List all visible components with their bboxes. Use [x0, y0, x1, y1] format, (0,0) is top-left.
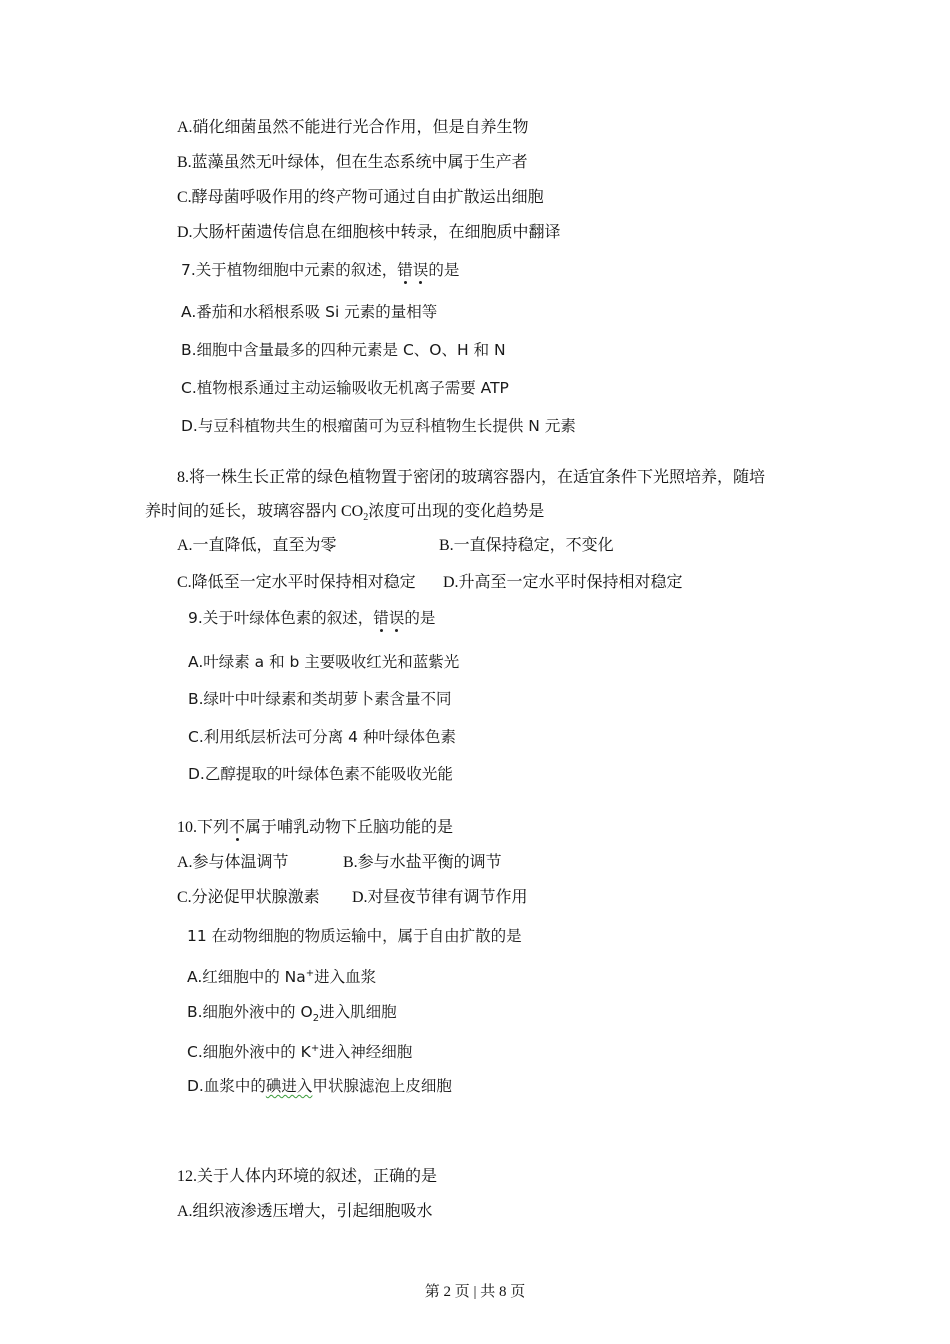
q7-stem: 7.关于植物细胞中元素的叙述，错误的是 — [181, 261, 460, 279]
q9-option-b: B.绿叶中叶绿素和类胡萝卜素含量不同 — [188, 690, 452, 708]
q12-stem: 12.关于人体内环境的叙述，正确的是 — [177, 1168, 438, 1185]
q8-option-a: A.一直降低，直至为零 — [177, 537, 337, 554]
q8-option-b: B.一直保持稳定，不变化 — [439, 537, 614, 554]
q9-stem: 9.关于叶绿体色素的叙述，错误的是 — [188, 609, 436, 627]
q6-option-c: C.酵母菌呼吸作用的终产物可通过自由扩散运出细胞 — [177, 189, 544, 206]
q10-option-b: B.参与水盐平衡的调节 — [343, 854, 502, 871]
q7-option-c: C.植物根系通过主动运输吸收无机离子需要 ATP — [181, 379, 509, 397]
q6-option-d: D.大肠杆菌遗传信息在细胞核中转录，在细胞质中翻译 — [177, 224, 561, 241]
q11-stem: 11 在动物细胞的物质运输中，属于自由扩散的是 — [187, 927, 522, 945]
q11-option-a: A.红细胞中的 Na+进入血浆 — [187, 968, 377, 987]
q8-stem-line1: 8.将一株生长正常的绿色植物置于密闭的玻璃容器内，在适宜条件下光照培养，随培 — [177, 469, 766, 486]
q8-option-c: C.降低至一定水平时保持相对稳定 — [177, 574, 416, 591]
q10-stem: 10.下列不属于哺乳动物下丘脑功能的是 — [177, 819, 454, 836]
q7-option-a: A.番茄和水稻根系吸 Si 元素的量相等 — [181, 303, 438, 321]
q7-option-b: B.细胞中含量最多的四种元素是 C、O、H 和 N — [181, 341, 506, 359]
q6-option-a: A.硝化细菌虽然不能进行光合作用，但是自养生物 — [177, 119, 529, 136]
q10-option-d: D.对昼夜节律有调节作用 — [352, 889, 528, 906]
q9-option-a: A.叶绿素 a 和 b 主要吸收红光和蓝紫光 — [188, 653, 460, 671]
q6-option-b: B.蓝藻虽然无叶绿体，但在生态系统中属于生产者 — [177, 154, 528, 171]
q11-option-c: C.细胞外液中的 K+进入神经细胞 — [187, 1043, 413, 1062]
q8-stem-line2: 养时间的延长，玻璃容器内 $CO_2$浓度可出现的变化趋势是 — [145, 503, 545, 524]
q9-option-c: C.利用纸层析法可分离 4 种叶绿体色素 — [188, 728, 456, 746]
q10-option-c: C.分泌促甲状腺激素 — [177, 889, 320, 906]
q9-option-d: D.乙醇提取的叶绿体色素不能吸收光能 — [188, 765, 453, 783]
q11-option-b: B.细胞外液中的 $O_2$进入肌细胞 — [187, 1003, 397, 1025]
q7-option-d: D.与豆科植物共生的根瘤菌可为豆科植物生长提供 N 元素 — [181, 417, 576, 435]
q8-option-d: D.升高至一定水平时保持相对稳定 — [443, 574, 683, 591]
q10-option-a: A.参与体温调节 — [177, 854, 289, 871]
q11-option-d: D.血浆中的碘进入甲状腺滤泡上皮细胞 — [187, 1077, 452, 1095]
page-footer: 第 2 页 | 共 8 页 — [424, 1284, 526, 1300]
q12-option-a: A.组织液渗透压增大，引起细胞吸水 — [177, 1203, 433, 1220]
